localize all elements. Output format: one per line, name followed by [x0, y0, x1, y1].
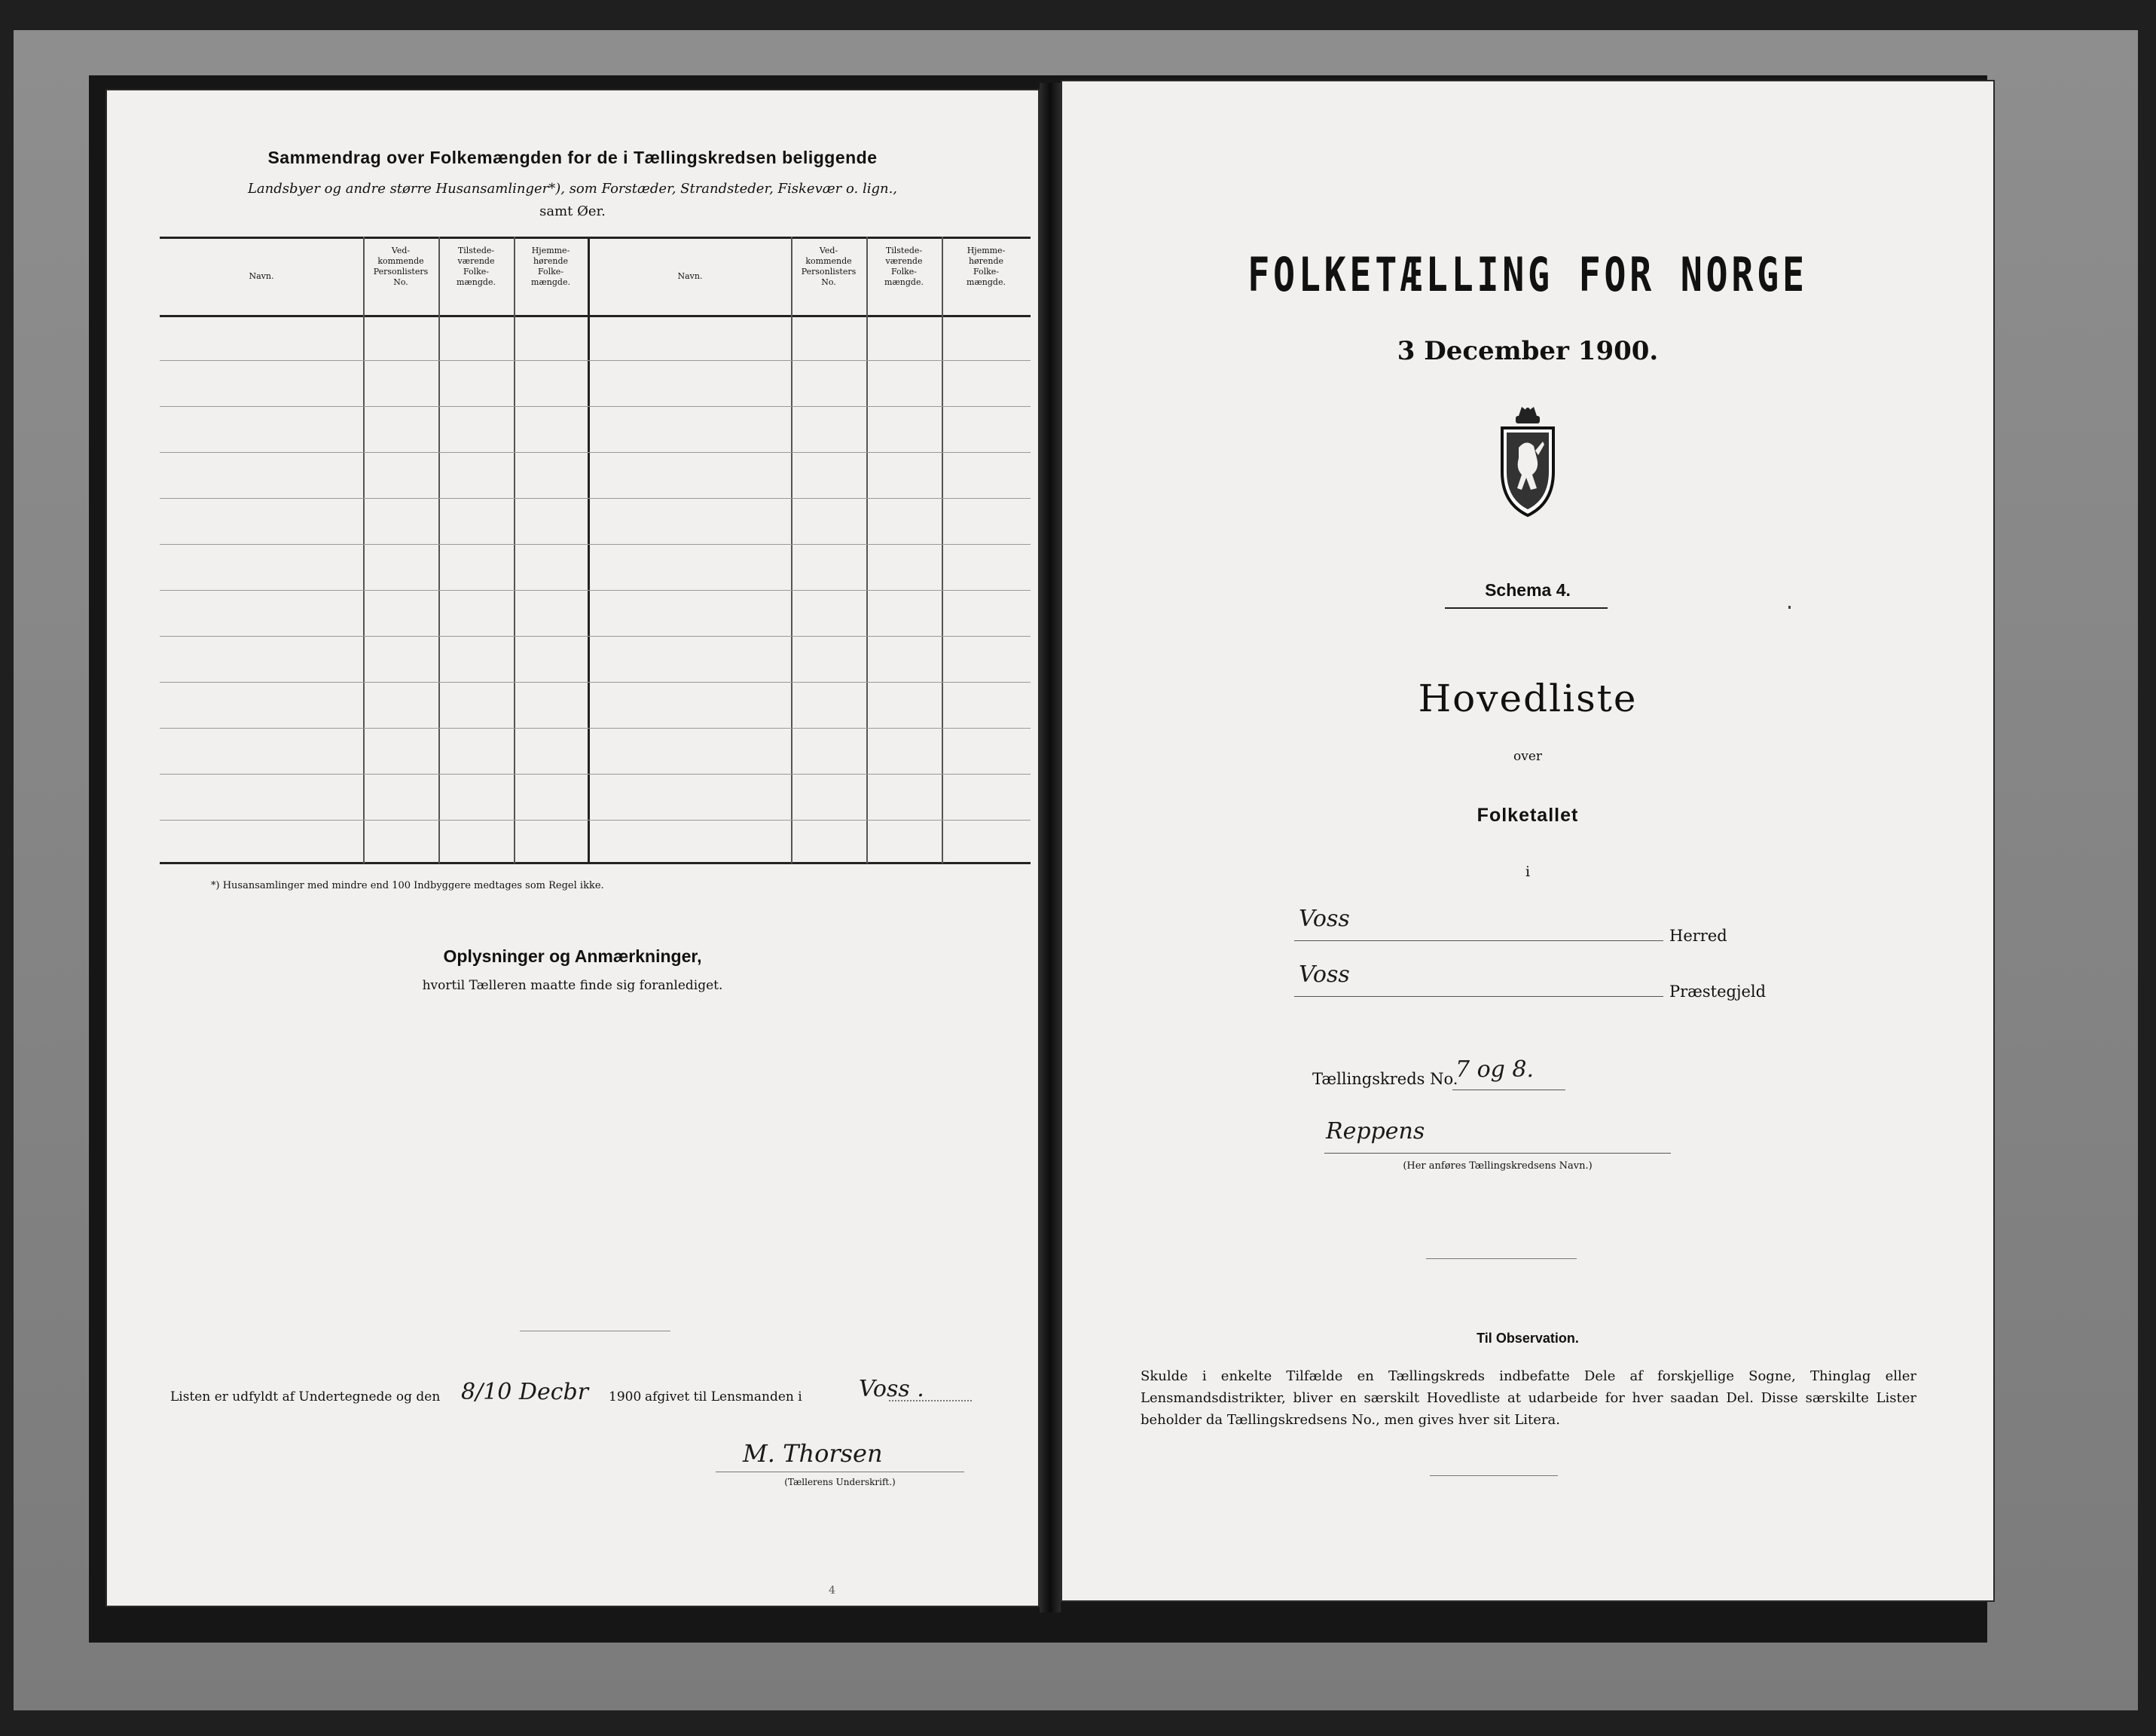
summary-table	[160, 237, 1031, 870]
col-divider	[866, 237, 868, 863]
prestegjeld-label: Præstegjeld	[1669, 983, 1767, 1001]
divider-rule	[1430, 1475, 1558, 1476]
table-row	[160, 728, 1031, 729]
table-bottom-rule	[160, 862, 1031, 864]
table-row	[160, 406, 1031, 407]
remarks-subtitle: hvortil Tælleren maatte finde sig foranlediget.	[422, 978, 723, 993]
book-spine	[1040, 83, 1061, 1612]
table-top-rule	[160, 237, 1031, 239]
table-row	[160, 452, 1031, 453]
col-header-tilstede: Tilstede- værende Folke- mængde.	[457, 246, 496, 287]
main-heading: Hovedliste	[1418, 677, 1638, 720]
col-divider	[438, 237, 440, 863]
right-page	[1061, 80, 1995, 1602]
left-page	[105, 89, 1040, 1607]
remarks-title: Oplysninger og Anmærkninger,	[443, 946, 702, 966]
observation-text: Skulde i enkelte Tilfælde en Tællingskreds indbefatte Dele af forskjellige Sogne, Thinglag eller Lensmandsdistrikter, bliver en særskilt Hovedliste at udarbeide for hver saadan Del. Disse særskilte Lister beholder da Tællingskredsens No., men gives hver sit Litera.	[1141, 1368, 1916, 1428]
schema-underline	[1445, 607, 1608, 609]
schema-label: Schema 4.	[1485, 580, 1571, 600]
i-text: i	[1525, 863, 1531, 880]
table-row	[160, 774, 1031, 775]
divider-rule	[1426, 1258, 1577, 1259]
col-header-personlister: Ved- kommende Personlisters No.	[373, 246, 429, 287]
herred-value: Voss	[1299, 906, 1350, 932]
col-divider	[942, 237, 943, 863]
herred-line	[1294, 940, 1663, 941]
col-header-navn-2: Navn.	[677, 271, 703, 281]
table-row	[160, 682, 1031, 683]
col-divider	[363, 237, 365, 863]
footnote: *) Husansamlinger med mindre end 100 Indbyggere medtages som Regel ikke.	[211, 880, 604, 891]
signature-label: (Tællerens Underskrift.)	[784, 1477, 896, 1487]
col-divider	[514, 237, 515, 863]
kreds-name-line	[1324, 1153, 1671, 1154]
summary-subtitle-2: samt Øer.	[539, 203, 606, 219]
over-text: over	[1513, 749, 1543, 764]
afgivet-text: afgivet til Lensmanden i	[645, 1389, 802, 1404]
kreds-name-value: Reppens	[1326, 1118, 1425, 1145]
listen-text: Listen er udfyldt af Undertegnede og den	[170, 1389, 441, 1404]
herred-label: Herred	[1669, 927, 1727, 945]
col-header-navn: Navn.	[249, 271, 274, 281]
handwritten-place: Voss .	[859, 1376, 924, 1402]
coat-of-arms-icon	[1496, 405, 1559, 518]
summary-title: Sammendrag over Folkemængden for de i Tællingskredsen beliggende	[267, 148, 878, 167]
kreds-value: 7 og 8.	[1455, 1056, 1535, 1083]
table-row	[160, 636, 1031, 637]
table-row	[160, 360, 1031, 361]
summary-subtitle: Landsbyer og andre større Husansamlinger*), som Forstæder, Strandsteder, Fiskevær o. lign.,	[247, 181, 898, 197]
table-row	[160, 498, 1031, 499]
table-row	[160, 544, 1031, 545]
kreds-label: Tællingskreds No.	[1312, 1070, 1458, 1088]
kreds-name-label: (Her anføres Tællingskredsens Navn.)	[1403, 1160, 1593, 1172]
year-text: 1900	[609, 1389, 642, 1404]
col-header-hjemme-2: Hjemme- hørende Folke- mængde.	[967, 246, 1006, 287]
table-header-rule	[160, 315, 1031, 317]
col-header-hjemme: Hjemme- hørende Folke- mængde.	[531, 246, 570, 287]
prestegjeld-value: Voss	[1299, 961, 1350, 988]
handwritten-signature: M. Thorsen	[743, 1439, 883, 1468]
handwritten-date: 8/10 Decbr	[461, 1379, 589, 1405]
census-date: 3 December 1900.	[1397, 336, 1659, 366]
page-mark: 4	[829, 1585, 835, 1597]
col-header-personlister-2: Ved- kommende Personlisters No.	[801, 246, 857, 287]
observation-title: Til Observation.	[1477, 1331, 1579, 1346]
col-divider	[791, 237, 792, 863]
col-header-tilstede-2: Tilstede- værende Folke- mængde.	[884, 246, 924, 287]
dotted-fill-line	[889, 1400, 972, 1401]
census-title: FOLKETÆLLING FOR NORGE	[1247, 247, 1808, 302]
ink-speck	[1788, 606, 1791, 609]
col-divider-center	[588, 237, 590, 863]
table-row	[160, 590, 1031, 591]
prestegjeld-line	[1294, 996, 1663, 997]
folketallet-text: Folketallet	[1477, 805, 1579, 826]
table-row	[160, 820, 1031, 821]
